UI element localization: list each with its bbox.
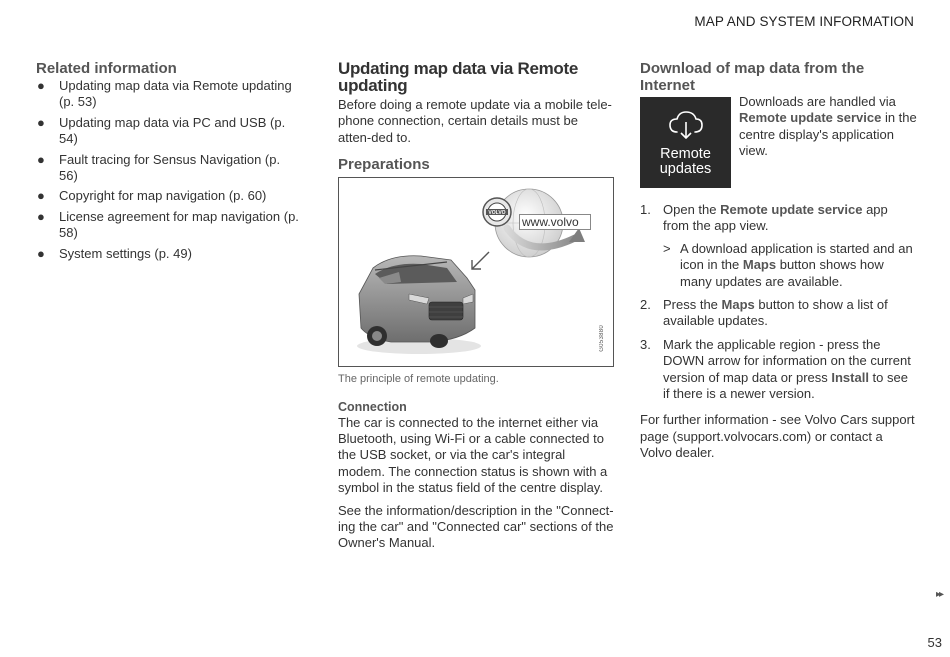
- step-text: Press the: [663, 297, 722, 313]
- step-item: [640, 337, 916, 403]
- tile-label-line-1: Remote: [660, 146, 711, 162]
- related-link-text[interactable]: License agreement for map navigation (p. 58): [59, 208, 299, 241]
- section-title: Updating map data via Remote updating: [338, 59, 579, 95]
- bullet-icon: ●: [37, 208, 45, 224]
- remote-updating-column: [338, 60, 614, 552]
- related-link[interactable]: [36, 209, 301, 242]
- download-steps-list: [640, 202, 916, 402]
- result-ui-term: Maps: [742, 257, 777, 273]
- volvo-logo-icon: [483, 198, 511, 226]
- step-text: to see if there is a newer version.: [663, 369, 908, 402]
- related-link[interactable]: [36, 115, 301, 148]
- step-item: [640, 297, 916, 330]
- step-text: app from the app view.: [663, 202, 888, 234]
- related-information-heading: Related information: [36, 60, 177, 77]
- next-page-icon[interactable]: ▸▸: [935, 589, 942, 600]
- svg-text:VOLVO: VOLVO: [488, 210, 506, 217]
- handled-suffix: in the centre display's application view.: [739, 110, 917, 159]
- step-ui-term: Install: [831, 369, 869, 385]
- related-link-text[interactable]: System settings (p. 49): [59, 245, 192, 261]
- step-text: Mark the applicable region - press the DOWN arrow for information on the current version of map data or press: [663, 336, 911, 385]
- related-link-text[interactable]: Updating map data via Remote updating (p. 53): [59, 78, 292, 110]
- remote-updates-tile-label: [640, 147, 731, 177]
- related-link-text[interactable]: Fault tracing for Sensus Navigation (p. 56): [59, 151, 281, 184]
- related-link[interactable]: [36, 152, 301, 185]
- related-link[interactable]: [36, 246, 301, 262]
- pointer-arrow-icon: [472, 252, 489, 269]
- step-ui-term: Remote update service: [720, 202, 863, 217]
- related-link-text[interactable]: Updating map data via PC and USB (p. 54): [59, 114, 286, 147]
- related-information-column: [36, 60, 301, 266]
- bullet-icon: ●: [37, 114, 45, 130]
- remote-update-service-name: Remote update service: [739, 110, 882, 126]
- further-information-paragraph: For further information - see Volvo Cars support page (support.volvocars.com) or contact a Volvo dealer.: [640, 412, 915, 461]
- result-arrow-icon: >: [663, 240, 671, 256]
- handled-prefix: Downloads are handled via: [739, 94, 896, 109]
- page-number: 53: [927, 635, 942, 650]
- connection-heading: Connection: [338, 399, 407, 414]
- step-text: Open the: [663, 202, 721, 217]
- car-illustration: [357, 256, 481, 354]
- connection-paragraph: The car is connected to the internet either via Bluetooth, using Wi-Fi or a cable connected to the USB socket, or via the car's integral modem. The connection status is shown with a symbol in the status field of the centre display.: [338, 414, 608, 496]
- figure-caption: The principle of remote updating.: [338, 373, 499, 386]
- related-link[interactable]: [36, 78, 301, 111]
- cloud-download-icon: [667, 110, 705, 142]
- step-result: [663, 241, 916, 290]
- intro-paragraph: Before doing a remote update via a mobile tele-phone connection, certain details must be atten-ded to.: [338, 97, 612, 145]
- step-number: 3.: [640, 336, 651, 352]
- bullet-icon: ●: [37, 78, 45, 93]
- download-column: [640, 60, 916, 462]
- related-links-list: [36, 78, 301, 262]
- car-and-globe-drawing: [339, 178, 614, 367]
- step-text: button to show a list of available updates.: [663, 297, 888, 329]
- step-item: [640, 202, 916, 290]
- bullet-icon: ●: [37, 151, 45, 167]
- see-also-paragraph: See the information/description in the "Connect-ing the car" and "Connected car" sections of the Owner's Manual.: [338, 502, 614, 551]
- remote-updates-app-tile: [640, 97, 731, 188]
- bullet-icon: ●: [37, 188, 45, 204]
- bullet-icon: ●: [37, 245, 45, 261]
- remote-updates-block: [640, 94, 916, 190]
- result-text: button shows how many updates are available.: [680, 257, 884, 289]
- preparations-heading: Preparations: [338, 156, 430, 174]
- remote-updating-illustration: [338, 177, 614, 367]
- figure-id: G053880: [599, 325, 605, 353]
- result-text: A download application is started and an icon in the: [680, 240, 913, 273]
- step-number: 1.: [640, 202, 651, 217]
- related-link-text[interactable]: Copyright for map navigation (p. 60): [59, 188, 267, 204]
- step-number: 2.: [640, 297, 651, 313]
- running-header: MAP AND SYSTEM INFORMATION: [694, 14, 914, 29]
- download-heading: Download of map data from the Internet: [640, 60, 865, 94]
- url-text-box: www.volvo: [519, 214, 591, 230]
- downloads-handled-paragraph: [739, 94, 917, 160]
- step-ui-term: Maps: [721, 297, 755, 313]
- related-link[interactable]: [36, 188, 301, 204]
- tile-label-line-2: updates: [659, 161, 712, 177]
